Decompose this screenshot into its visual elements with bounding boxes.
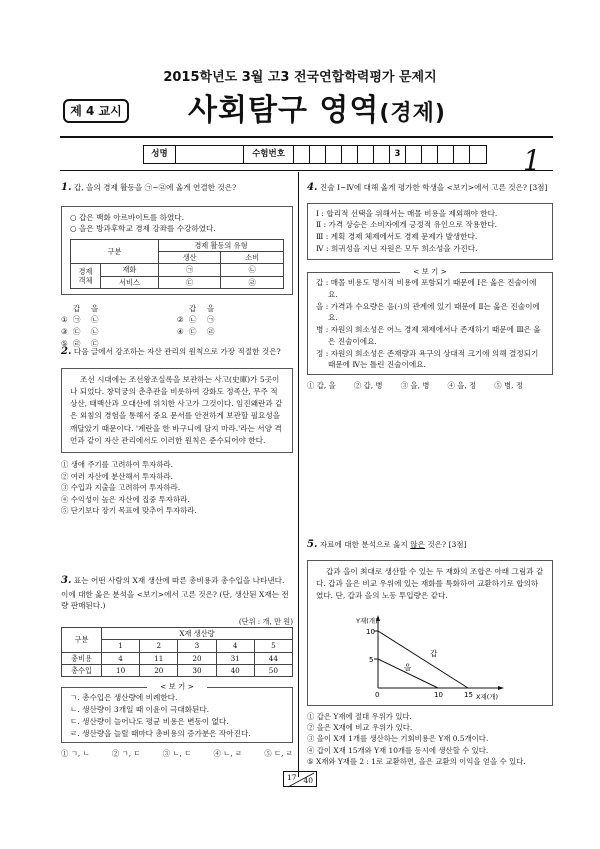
choice-4[interactable]: ④ ㄴ, ㄹ <box>213 749 243 759</box>
choice-2[interactable]: ② 갑, 병 <box>353 381 383 391</box>
bogi-box <box>61 681 293 744</box>
table-header: 소비 <box>221 252 284 264</box>
subject-sub: (경제) <box>379 101 446 126</box>
footer-page-number: 17 <box>287 773 297 782</box>
question-stem <box>307 537 553 553</box>
choice-3[interactable]: ③ 을이 X재 1개를 생산하는 기회비용은 Y재 0.5개이다. <box>307 734 489 744</box>
stem-text: 갑, 을의 경제 활동을 ㉠~㉣에 옳게 연결한 것은? <box>73 183 237 192</box>
table-header: 5 <box>254 640 292 652</box>
row-group-label: 경제 객체 <box>71 264 101 288</box>
choice-4[interactable]: ④ ㉢ ㉣ <box>177 326 215 336</box>
data-box <box>307 560 553 706</box>
stem-emphasis: 않은 <box>410 540 425 549</box>
stem-text: 표는 어떤 사람의 X재 생산에 따른 총비용과 총수입을 나타낸다. 이에 대한 옳은 분석을 <보기>에서 고른 것은? (단, 생산된 X재는 전량 판매된다.) <box>61 576 289 611</box>
bogi-item: 정 : 자원의 희소성은 존재량과 욕구의 상대적 크기에 의해 결정되기 때문에 Ⅳ는 틀린 진술이에요. <box>316 348 539 370</box>
exam-number-box[interactable] <box>438 146 454 163</box>
y-tick-label: 5 <box>369 655 374 664</box>
x-axis-arrow <box>498 686 504 690</box>
choice-2[interactable]: ② ㄱ, ㄷ <box>111 749 141 759</box>
row-label: 재화 <box>101 264 159 276</box>
choice-5[interactable]: ⑤ ㄷ, ㄹ <box>264 749 293 759</box>
choices <box>307 380 523 391</box>
choice-4[interactable]: ④ 수익성이 높은 자산에 집중 투자하라. <box>61 494 190 504</box>
table-header: 3 <box>178 640 216 652</box>
question-2 <box>61 344 293 517</box>
choice-5[interactable]: ⑤ 단기보다 장기 목표에 맞추어 투자하라. <box>61 506 197 516</box>
answer-col-label: 갑 <box>189 303 197 313</box>
data-text: 갑과 을이 최대로 생산할 수 있는 두 재화의 조합은 아래 그림과 같다. 갑과 을은 비교 우위에 있는 재화를 특화하여 교환하기로 합의하였다. 단, 갑과 을의 노동 투입량은 같다. <box>316 566 544 600</box>
table-cell: ㉢ <box>158 276 221 288</box>
exam-number-box[interactable] <box>422 146 438 163</box>
statement-item: Ⅰ : 합리적 선택을 위해서는 매몰 비용을 제외해야 한다. <box>316 208 498 218</box>
condition-line: ○ 갑은 백화 아르바이트를 하였다. <box>70 212 185 222</box>
choice-5[interactable]: ⑤ X재와 Y재를 2 : 1로 교환하면, 을은 교환의 이익을 얻을 수 있다. <box>307 757 526 767</box>
choice-1[interactable]: ① 생애 주기를 고려하여 투자하라. <box>61 460 173 470</box>
table-header: 생산 <box>158 252 221 264</box>
x-axis-label: X재(개) <box>476 692 499 701</box>
id-row <box>143 145 487 164</box>
table-header: 2 <box>140 640 178 652</box>
row-label: 서비스 <box>101 276 159 288</box>
exam-number-box[interactable] <box>358 146 374 163</box>
table-cell: ㉡ <box>221 264 284 276</box>
header-rule <box>60 136 553 138</box>
gap-ppf-line <box>378 631 468 688</box>
name-label: 성명 <box>144 146 176 163</box>
bogi-item: 병 : 자원의 희소성은 어느 경제 체제에서나 존재하기 때문에 Ⅲ은 옳은 진술이에요. <box>316 325 541 346</box>
bogi-heading: < 보 기 > <box>147 681 207 692</box>
question-stem <box>61 180 293 196</box>
table-cell: ㉠ <box>158 264 221 276</box>
bogi-item: ㄱ. 총수입은 생산량에 비례한다. <box>70 693 178 703</box>
question-number: 1. <box>61 182 72 193</box>
stem-text: 것은? [3점] <box>424 540 467 549</box>
choices <box>61 459 293 516</box>
bogi-item: 을 : 가격과 수요량은 음(-)의 관계에 있기 때문에 Ⅱ는 옳은 진술이에요. <box>316 301 540 323</box>
bogi-box <box>307 266 553 376</box>
exam-number-digit: 3 <box>390 146 406 163</box>
bogi-heading: < 보 기 > <box>400 266 460 277</box>
choice-2[interactable]: ② ㉡ ㉠ <box>177 314 215 324</box>
statement-item: Ⅱ : 가격 상승은 소비자에게 긍정적 유인으로 작용한다. <box>316 220 498 230</box>
ppf-graph <box>348 613 508 703</box>
passage-box: 조선 시대에는 조선왕조실록을 보관하는 사고(史庫)가 5곳이나 되었다. 창덕궁의 춘추관을 비롯하여 강화도 정족산, 무주 적상산, 태백산과 오대산에 위치한 사고가 그것이다. 임진왜란과 같은 외침의 경험을 통해서 중요 문서를 안전하게 보관할 필요성을 깨달았기 때문이다. '계란을 한 바구니에 담지 마라.'라는 서양 격언과 같이 자산 관리에서도 이러한 원칙은 준수되어야 한다. <box>61 368 293 454</box>
table-row: 총수입 10 20 30 40 50 <box>62 664 293 676</box>
choice-3[interactable]: ③ 수입과 지출을 고려하여 투자하라. <box>61 483 181 493</box>
table-header: 4 <box>216 640 254 652</box>
x-tick-label: 10 <box>434 690 443 699</box>
choice-1[interactable]: ① ㉠ ㉡ <box>61 314 99 324</box>
answer-col-label: 을 <box>207 303 215 313</box>
y-axis-label: Y재(개) <box>356 616 378 625</box>
page-number: 1 <box>523 144 541 177</box>
y-tick-label: 10 <box>366 627 375 636</box>
x-tick-label: 0 <box>375 690 380 699</box>
eul-line-label: 을 <box>404 662 412 672</box>
table-header: 1 <box>102 640 140 652</box>
question-stem <box>61 573 293 612</box>
question-1 <box>61 180 293 363</box>
question-3 <box>61 573 293 760</box>
statement-item: Ⅲ : 계획 경제 체제에서도 경제 문제가 발생한다. <box>316 232 478 242</box>
bogi-item: ㄹ. 생산량을 늘릴 때마다 총비용의 증가분은 작아진다. <box>70 728 251 738</box>
question-number: 2. <box>61 346 72 357</box>
question-number: 4. <box>307 182 318 193</box>
question-number: 3. <box>61 575 72 586</box>
gap-line-label: 갑 <box>430 648 438 658</box>
session-badge: 제 4 교시 <box>63 99 129 123</box>
answer-col-label: 을 <box>91 303 99 313</box>
choice-2[interactable]: ② 여러 자산에 분산해서 투자하라. <box>61 471 173 481</box>
stem-text: 진술 Ⅰ~Ⅳ에 대해 옳게 평가한 학생을 <보기>에서 고른 것은? [3점] <box>319 183 548 192</box>
exam-number-box[interactable] <box>342 146 358 163</box>
choice-4[interactable]: ④ 을, 정 <box>447 381 477 391</box>
name-field[interactable] <box>176 146 244 163</box>
choice-3[interactable]: ③ 을, 병 <box>400 381 430 391</box>
bogi-item: ㄴ. 생산량이 3개일 때 이윤이 극대화된다. <box>70 705 210 715</box>
exam-number-box[interactable] <box>294 146 310 163</box>
choice-1[interactable]: ① 갑은 Y재에 절대 우위가 있다. <box>307 711 412 721</box>
bogi-item: 갑 : 매몰 비용도 명시적 비용에 포함되기 때문에 Ⅰ은 옳은 진술이에요. <box>316 278 537 299</box>
choice-3[interactable]: ③ ㄴ, ㄷ <box>162 749 192 759</box>
table-header: 경제 활동의 유형 <box>158 240 283 252</box>
condition-box <box>61 206 293 295</box>
exam-number-box[interactable] <box>454 146 470 163</box>
question-stem <box>307 180 553 196</box>
answer-col-label: 갑 <box>73 303 81 313</box>
subject-main: 사회탐구 영역 <box>188 93 380 128</box>
choice-5[interactable]: ⑤ ㉣ ㉢ <box>61 338 99 348</box>
question-5 <box>307 537 553 768</box>
id-rule <box>60 170 553 171</box>
choices <box>307 711 553 768</box>
footer-page-box <box>283 771 317 787</box>
exam-number-box[interactable] <box>470 146 486 163</box>
table-header: X재 생산량 <box>102 628 293 640</box>
choice-1[interactable]: ① 갑, 을 <box>307 381 336 391</box>
question-stem <box>61 344 293 360</box>
footer-total-pages: 40 <box>303 776 313 786</box>
choice-3[interactable]: ③ ㉢ ㉡ <box>61 326 99 336</box>
column-divider <box>298 172 299 777</box>
exam-number-box[interactable] <box>406 146 422 163</box>
stem-text: 다음 글에서 강조하는 자산 관리의 원칙으로 가장 적절한 것은? <box>73 347 281 356</box>
table-header: 구분 <box>62 628 102 652</box>
table-row: 총비용 4 11 20 31 44 <box>62 652 293 664</box>
exam-number-box[interactable] <box>374 146 390 163</box>
bogi-item: ㄷ. 생산량이 늘어나도 평균 비용은 변동이 없다. <box>70 716 229 726</box>
question-4 <box>307 180 553 392</box>
choice-4[interactable]: ④ 갑이 X재 15개와 Y재 10개를 동시에 생산할 수 있다. <box>307 745 489 755</box>
activity-table <box>70 239 284 289</box>
x-tick-label: 15 <box>464 690 473 699</box>
table-header: 구분 <box>71 240 159 264</box>
question-number: 5. <box>307 539 318 550</box>
choice-5[interactable]: ⑤ 병, 정 <box>494 381 523 391</box>
statement-box <box>307 203 553 260</box>
choice-2[interactable]: ② 을은 X재에 비교 우위가 있다. <box>307 722 413 732</box>
choices <box>61 748 293 759</box>
exam-number-label: 수험번호 <box>244 146 294 163</box>
condition-line: ○ 을은 방과후학교 경제 강좌를 수강하였다. <box>70 224 216 234</box>
exam-number-box[interactable] <box>310 146 326 163</box>
statement-item: Ⅳ : 희귀성을 지닌 자원은 모두 희소성을 가진다. <box>316 243 478 253</box>
stem-text: 자료에 대한 분석으로 옳지 <box>319 540 411 549</box>
exam-title: 2015학년도 3월 고3 전국연합학력평가 문제지 <box>163 70 437 85</box>
choice-1[interactable]: ① ㄱ, ㄴ <box>61 749 90 759</box>
table-cell: ㉣ <box>221 276 284 288</box>
unit-label: (단위 : 개, 만 원) <box>238 617 293 627</box>
subject-title <box>188 88 446 135</box>
exam-number-box[interactable] <box>326 146 342 163</box>
cost-revenue-table <box>61 627 293 677</box>
